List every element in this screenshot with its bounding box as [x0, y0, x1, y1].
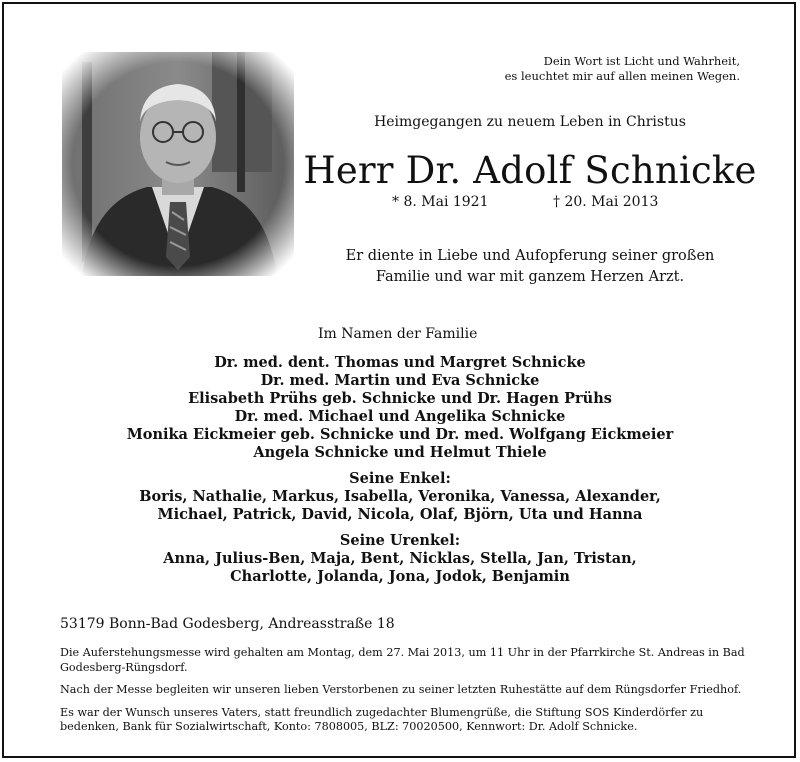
address: 53179 Bonn-Bad Godesberg, Andreasstraße 18 — [60, 616, 395, 632]
mass-note: Die Auferstehungsmesse wird gehalten am Montag, dem 27. Mai 2013, um 11 Uhr in der Pfarrkirche St. Andreas in Bad Godesberg-Rüngsdorf. — [60, 646, 745, 674]
child-entry: Dr. med. Michael und Angelika Schnicke — [234, 408, 566, 425]
grandchildren-line-1: Boris, Nathalie, Markus, Isabella, Veronika, Vanessa, Alexander, — [139, 488, 661, 505]
portrait-photo — [62, 52, 294, 276]
donation-note: Es war der Wunsch unseres Vaters, statt freundlich zugedachter Blumengrüße, die Stiftung SOS Kinderdörfer zu bedenken, Bank für Sozialwirtschaft, Konto: 7808005, BLZ: 70020500, Kennwort: Dr. Adolf Schnicke. — [60, 705, 704, 733]
notes — [60, 646, 750, 743]
child-entry: Angela Schnicke und Helmut Thiele — [253, 444, 547, 461]
great-grandchildren-line-2: Charlotte, Jolanda, Jona, Jodok, Benjamin — [230, 568, 570, 585]
verse-line-1: Dein Wort ist Licht und Wahrheit, — [543, 54, 740, 68]
death-date: † 20. Mai 2013 — [553, 194, 659, 210]
family-intro: Im Namen der Familie — [318, 326, 478, 342]
scripture-verse — [440, 54, 740, 84]
description-line-2: Familie und war mit ganzem Herzen Arzt. — [375, 269, 685, 285]
burial-note: Nach der Messe begleiten wir unseren lieben Verstorbenen zu seiner letzten Ruhestätte auf dem Rüngsdorfer Friedhof. — [60, 683, 742, 696]
description-line-1: Er diente in Liebe und Aufopferung seiner großen — [345, 248, 715, 264]
grandchildren-line-2: Michael, Patrick, David, Nicola, Olaf, Björn, Uta und Hanna — [157, 506, 643, 523]
great-grandchildren-line-1: Anna, Julius-Ben, Maja, Bent, Nicklas, Stella, Jan, Tristan, — [163, 550, 637, 567]
grandchildren-heading: Seine Enkel: — [349, 470, 451, 487]
deceased-name: Herr Dr. Adolf Schnicke — [303, 149, 757, 192]
child-entry: Elisabeth Prühs geb. Schnicke und Dr. Hagen Prühs — [188, 390, 612, 407]
great-grandchildren-heading: Seine Urenkel: — [339, 532, 461, 549]
child-entry: Dr. med. dent. Thomas und Margret Schnicke — [214, 354, 586, 371]
verse-line-2: es leuchtet mir auf allen meinen Wegen. — [504, 69, 740, 83]
child-entry: Dr. med. Martin und Eva Schnicke — [260, 372, 540, 389]
birth-date: * 8. Mai 1921 — [392, 194, 489, 210]
heading-text: Heimgegangen zu neuem Leben in Christus — [374, 114, 686, 130]
child-entry: Monika Eickmeier geb. Schnicke und Dr. med. Wolfgang Eickmeier — [126, 426, 674, 443]
description — [330, 246, 730, 288]
family-list — [60, 354, 740, 586]
